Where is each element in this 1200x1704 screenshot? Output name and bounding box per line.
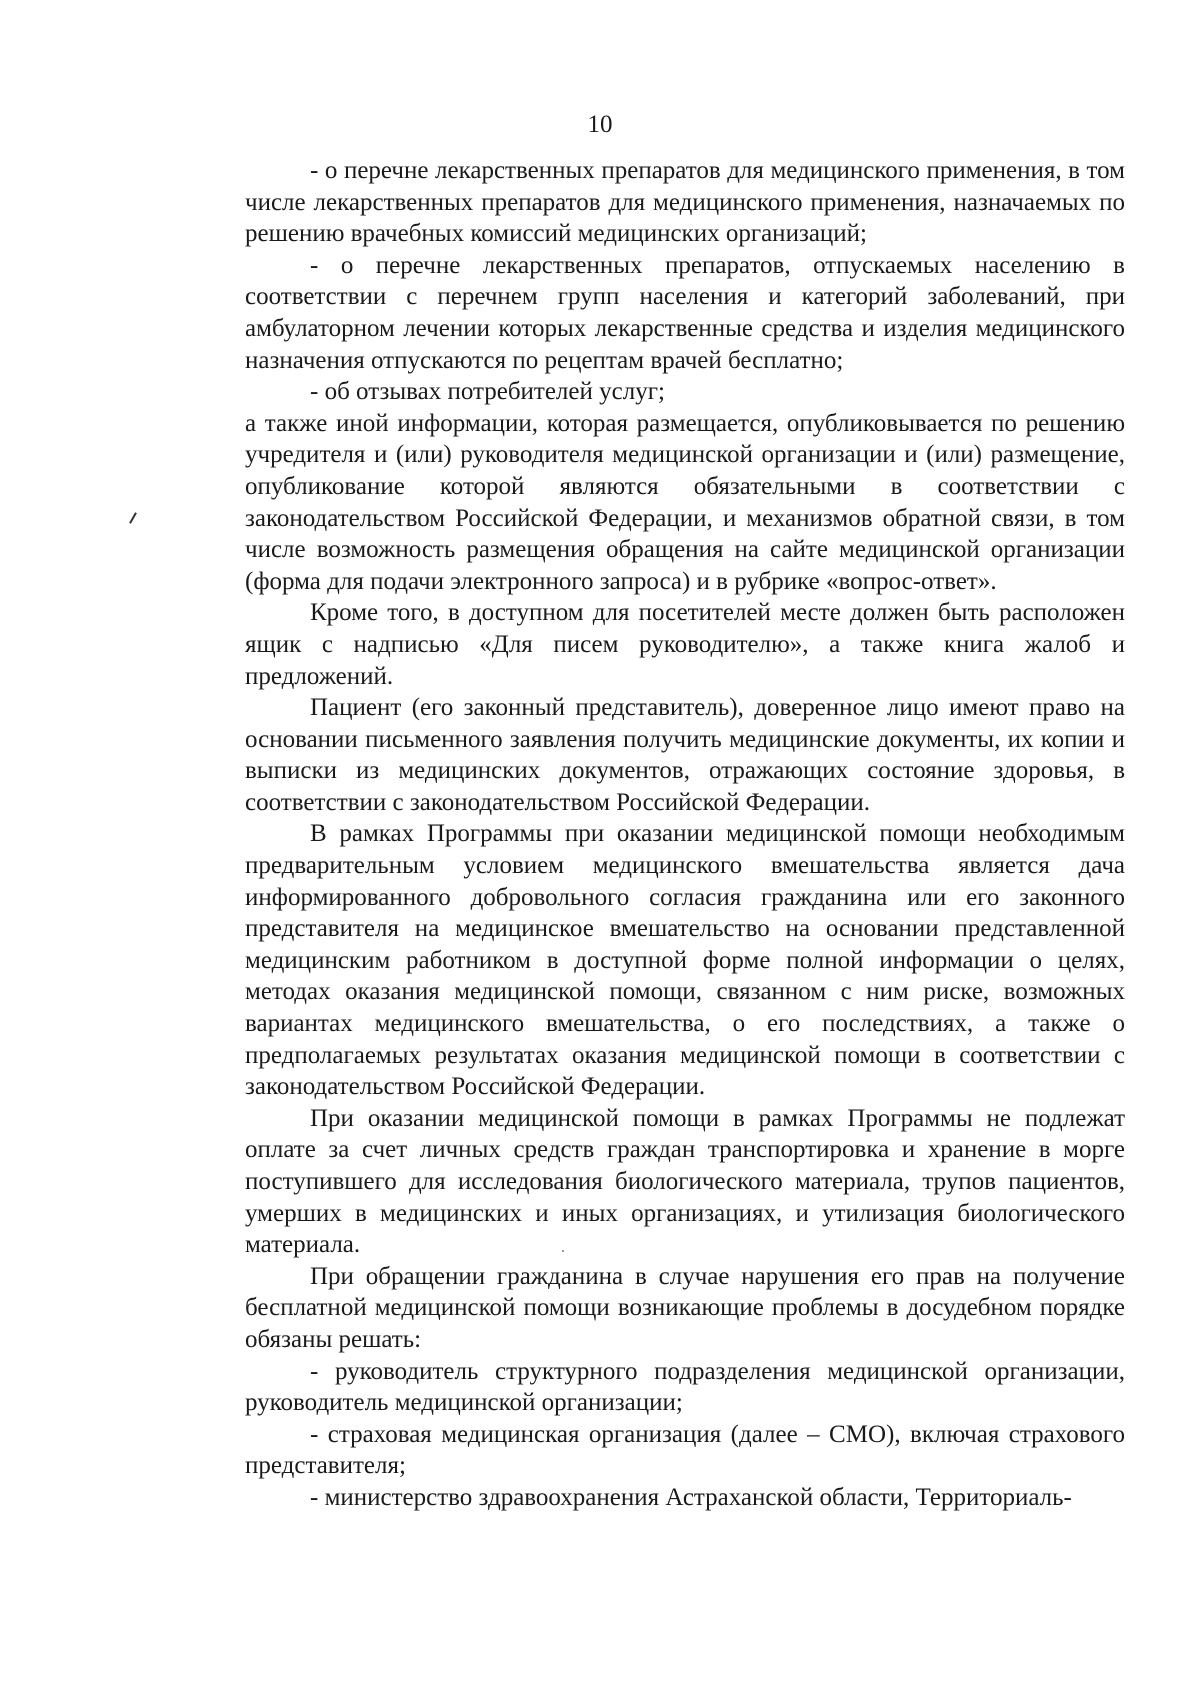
paragraph-rights-violation: При обращении гражданина в случае нарушения его прав на получение бесплатной медицинской помощи возникающие проблемы в досудебном порядке обязаны решать:: [245, 1262, 1125, 1353]
document-body: [245, 155, 1125, 1514]
paragraph-complaints-box: Кроме того, в доступном для посетителей месте должен быть расположен ящик с надписью «Для писем руководителю», а также книга жалоб и предложений.: [245, 599, 1125, 690]
paragraph-consumer-reviews: - об отзывах потребителей услуг;: [310, 378, 665, 406]
paragraph-free-medicines-list: - о перечне лекарственных препаратов, отпускаемых населению в соответствии с перечнем групп населения и категорий заболеваний, при амбулаторном лечении которых лекарственные средства и изделия медицинского назначения отпускаются по рецептам врачей бесплатно;: [245, 251, 1125, 374]
list-item-ministry: - министерство здравоохранения Астраханской области, Территориаль-: [310, 1483, 1072, 1511]
list-item-insurance-org: - страховая медицинская организация (далее – СМО), включая страхового представителя;: [245, 1420, 1125, 1480]
paragraph-no-payment: При оказании медицинской помощи в рамках Программы не подлежат оплате за счет личных средств граждан транспортировка и хранение в морге поступившего для исследования биологического материала, трупов пациентов, умерших в медицинских и иных организациях, и утилизация биологического материала.: [245, 1104, 1125, 1259]
paragraph-medicines-list: - о перечне лекарственных препаратов для медицинского применения, в том числе лекарственных препаратов для медицинского применения, назначаемых по решению врачебных комиссий медицинских организаций;: [245, 157, 1125, 248]
list-item-department-head: - руководитель структурного подразделения медицинской организации, руководитель медицинской организации;: [245, 1357, 1125, 1417]
paragraph-informed-consent: В рамках Программы при оказании медицинской помощи необходимым предварительным условием медицинского вмешательства является дача информированного добровольного согласия гражданина или его законного представителя на медицинское вмешательство на основании представленной медицинским работником в доступной форме полной информации о целях, методах оказания медицинской помощи, связанном с ним риске, возможных вариантах медицинского вмешательства, о его последствиях, а также о предполагаемых результатах оказания медицинской помощи в соответствии с законодательством Российской Федерации.: [245, 820, 1125, 1101]
scan-mark: [129, 512, 137, 523]
paragraph-patient-documents: Пациент (его законный представитель), доверенное лицо имеют право на основании письменного заявления получить медицинские документы, их копии и выписки из медицинских документов, отражающих состояние здоровья, в соответствии с законодательством Российской Федерации.: [245, 694, 1125, 816]
paragraph-other-information: а также иной информации, которая размещается, опубликовывается по решению учредителя и (или) руководителя медицинской организации и (или) размещение, опубликование которой являются обязательными в соответствии с законодательством Российской Федерации, и механизмов обратной связи, в том числе возможность размещения обращения на сайте медицинской организации (форма для подачи электронного запроса) и в рубрике «вопрос-ответ».: [245, 409, 1125, 595]
page-number: 10: [587, 111, 613, 138]
scan-speck: [562, 1250, 564, 1252]
